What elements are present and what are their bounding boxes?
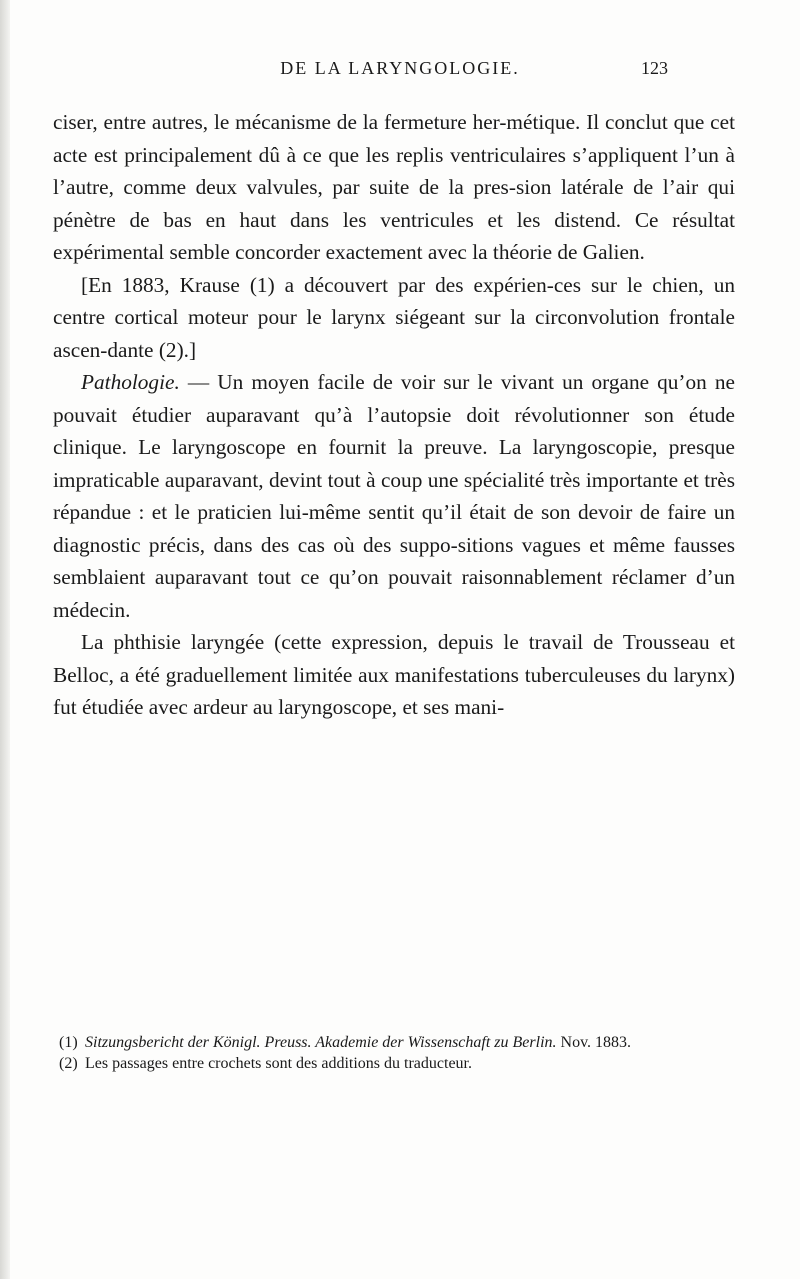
paragraph-3 [53, 366, 735, 626]
running-head [0, 52, 800, 82]
footnote-number: (2) [59, 1055, 78, 1072]
footnote-2 [53, 1053, 735, 1074]
running-title: DE LA LARYNGOLOGIE. [280, 58, 520, 78]
footnote-2-text: Les passages entre crochets sont des additions du traducteur. [85, 1055, 472, 1072]
footnote-1 [53, 1032, 735, 1053]
paragraph-4: La phthisie laryngée (cette expression, depuis le travail de Trousseau et Belloc, a été graduellement limitée aux manifestations tuberculeuses du larynx) fut étudiée avec ardeur au laryngoscope, et ses mani- [53, 630, 735, 719]
paragraph-2: [En 1883, Krause (1) a découvert par des expérien-ces sur le chien, un centre cortical moteur pour le larynx siégeant sur la circonvolution frontale ascen-dante (2).] [53, 272, 735, 362]
page-edge-shadow [0, 0, 10, 1279]
footnotes [53, 1032, 735, 1074]
paragraph-1: ciser, entre autres, le mécanisme de la fermeture her-métique. Il conclut que cet acte est principalement dû à ce que les replis ventriculaires s’appliquent l’un à l’autre, comme deux valvules, par suite de la pres-sion latérale de l’air qui pénètre de bas en haut dans les ventricules et les distend. Ce résultat expérimental semble concorder exactement avec la théorie de Galien. [53, 110, 735, 264]
footnote-1-citation: Sitzungsbericht der Königl. Preuss. Akademie der Wissenschaft zu Berlin. [85, 1034, 557, 1051]
page-number: 123 [641, 58, 668, 78]
footnote-1-text: Nov. 1883. [556, 1034, 632, 1051]
footnote-number: (1) [59, 1034, 78, 1051]
body-text [53, 106, 735, 724]
paragraph-3-text: — Un moyen facile de voir sur le vivant un organe qu’on ne pouvait étudier auparavant qu’à l’autopsie doit révolutionner son étude clinique. Le laryngoscope en fournit la preuve. La laryngoscopie, presque impraticable auparavant, devint tout à coup une spécialité très importante et très répandue : et le praticien lui-même sentit qu’il était de son devoir de faire un diagnostic précis, dans des cas où des suppo-sitions vagues et même fausses semblaient auparavant tout ce qu’on pouvait raisonnablement réclamer d’un médecin. [53, 370, 735, 622]
section-title-pathologie: Pathologie. [81, 370, 180, 394]
